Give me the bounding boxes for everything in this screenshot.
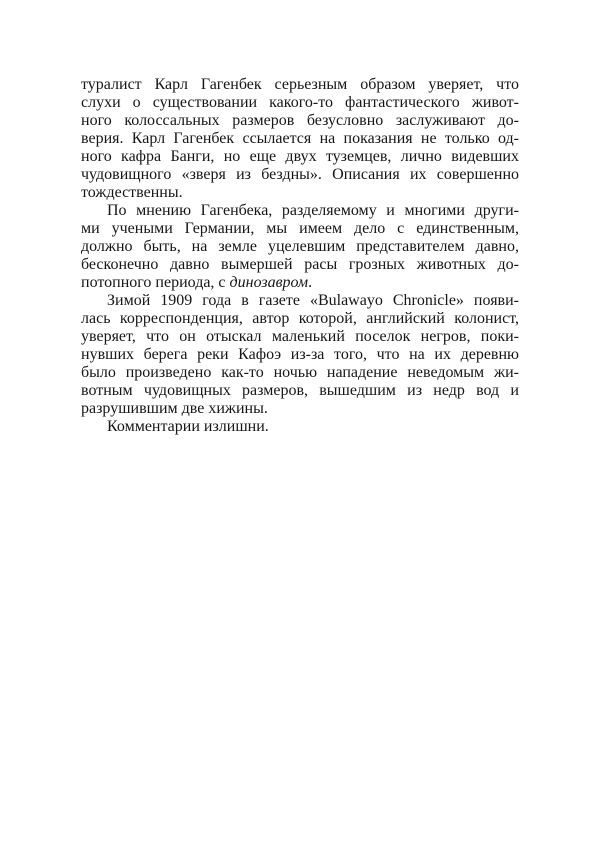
text-line: ного колоссальных размеров безусловно заслуживают до-	[81, 112, 519, 129]
text-line: лась корреспонденция, автор которой, английский колонист,	[81, 310, 519, 327]
text-line: Комментарии излишни.	[107, 418, 269, 435]
text-line: Зимой 1909 года в газете «Bulawayo Chronicle» появи-	[107, 292, 519, 309]
paragraph-3	[81, 292, 519, 418]
text-line: разрушившим две хижины.	[81, 400, 268, 417]
italic-word: динозавром	[229, 274, 309, 291]
text-line: бесконечно давно вымершей расы грозных животных до-	[81, 256, 519, 273]
text-segment: потопного периода, с	[81, 274, 230, 291]
paragraph-1	[81, 76, 519, 202]
text-line: ми учеными Германии, мы имеем дело с единственным,	[81, 220, 519, 237]
text-line: По мнению Гагенбека, разделяемому и многими други-	[107, 202, 519, 219]
text-line: слухи о существовании какого-то фантастического живот-	[81, 94, 519, 111]
text-line: вотным чудовищных размеров, вышедшим из недр вод и	[81, 382, 519, 399]
text-segment: .	[308, 274, 313, 291]
paragraph-2	[81, 202, 519, 292]
text-line	[81, 274, 519, 292]
text-line: туралист Карл Гагенбек серьезным образом уверяет, что	[81, 76, 519, 93]
text-block	[81, 76, 519, 436]
text-line: было произведено как-то ночью нападение неведомым жи-	[81, 364, 519, 381]
text-line: чудовищного «зверя из бездны». Описания их совершенно	[81, 166, 519, 183]
paragraph-4	[81, 418, 519, 436]
text-line: тождественны.	[81, 184, 183, 201]
text-line: верия. Карл Гагенбек ссылается на показания не только од-	[81, 130, 519, 147]
text-line: уверяет, что он отыскал маленький поселок негров, поки-	[81, 328, 519, 345]
text-line: нувших берега реки Кафоэ из-за того, что на их деревню	[81, 346, 519, 363]
text-line: ного кафра Банги, но еще двух туземцев, лично видевших	[81, 148, 519, 165]
text-line: должно быть, на земле уцелевшим представителем давно,	[81, 238, 519, 255]
